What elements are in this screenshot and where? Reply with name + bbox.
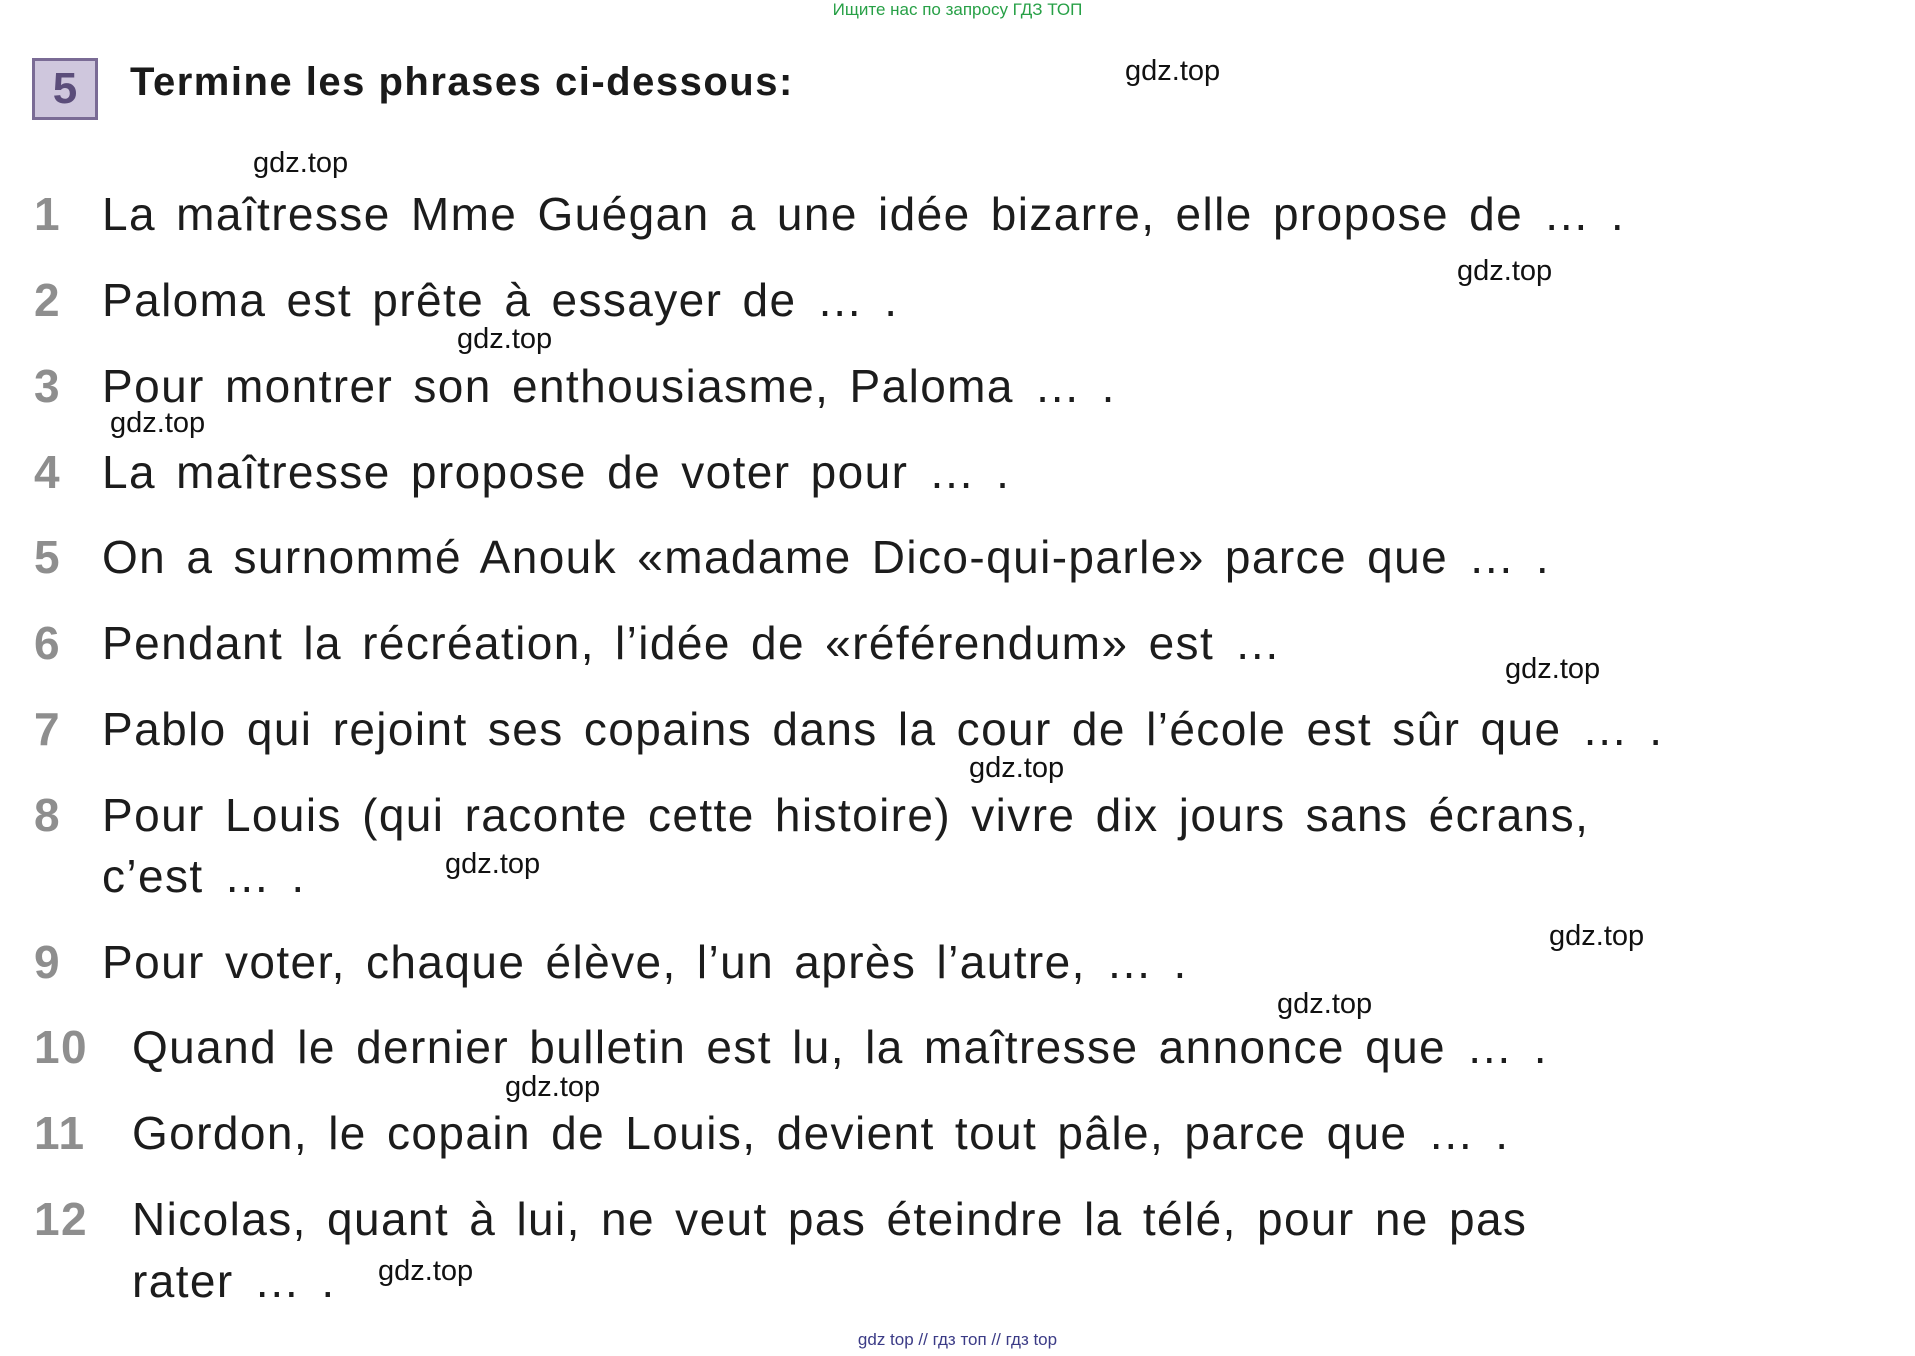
watermark: gdz.top [1549, 920, 1645, 952]
item-text: Pour Louis (qui raconte cette histoire) vivre dix jours sans écrans, [102, 789, 1590, 841]
item-text: La maîtresse Mme Guégan a une idée bizarre, elle propose de … . [102, 188, 1626, 240]
list-item [34, 931, 1188, 993]
item-text: On a surnommé Anouk «madame Dico-qui-parle» parce que … . [102, 531, 1551, 583]
item-number: 8 [34, 789, 61, 841]
list-item [34, 269, 898, 331]
item-number: 4 [34, 446, 61, 498]
watermark: gdz.top [1125, 55, 1221, 87]
watermark: gdz.top [378, 1255, 474, 1287]
item-text: Pour montrer son enthousiasme, Paloma … . [102, 360, 1116, 412]
bottom-banner: gdz top // гдз топ // гдз top [857, 1330, 1058, 1349]
item-text: Pour voter, chaque élève, l’un après l’autre, … . [102, 936, 1188, 988]
item-number: 10 [34, 1021, 88, 1073]
list-item [34, 1016, 1548, 1078]
item-text: Nicolas, quant à lui, ne veut pas éteindre la télé, pour ne pas [132, 1193, 1528, 1245]
item-number: 1 [34, 188, 61, 240]
item-number: 11 [34, 1107, 86, 1159]
watermark: gdz.top [253, 147, 349, 179]
item-text-continuation: rater … . [132, 1255, 336, 1307]
item-number: 7 [34, 703, 61, 755]
list-item [34, 441, 1010, 503]
watermark: gdz.top [457, 323, 553, 355]
watermark: gdz.top [1505, 653, 1601, 685]
item-text-continuation: c’est … . [102, 850, 306, 902]
watermark: gdz.top [505, 1071, 601, 1103]
top-banner: Ищите нас по запросу ГДЗ ТОП [832, 0, 1083, 19]
watermark: gdz.top [445, 848, 541, 880]
item-text: La maîtresse propose de voter pour … . [102, 446, 1011, 498]
exercise-number-badge: 5 [32, 58, 98, 120]
item-number: 6 [34, 617, 61, 669]
item-text: Gordon, le copain de Louis, devient tout pâle, parce que … . [132, 1107, 1510, 1159]
list-item [34, 698, 1663, 760]
watermark: gdz.top [1457, 255, 1553, 287]
watermark: gdz.top [110, 407, 206, 439]
list-item [34, 612, 1282, 674]
exercise-title: Termine les phrases ci-dessous: [130, 60, 794, 104]
list-item [34, 784, 1589, 846]
item-text: Pablo qui rejoint ses copains dans la cour de l’école est sûr que … . [102, 703, 1664, 755]
item-number: 3 [34, 360, 61, 412]
item-number: 2 [34, 274, 61, 326]
item-text: Paloma est prête à essayer de … . [102, 274, 899, 326]
list-item [34, 1102, 1509, 1164]
list-item [34, 1188, 1527, 1250]
item-number: 5 [34, 531, 61, 583]
watermark: gdz.top [969, 752, 1065, 784]
watermark: gdz.top [1277, 988, 1373, 1020]
item-number: 12 [34, 1193, 88, 1245]
list-item [34, 183, 1625, 245]
list-item [34, 526, 1550, 588]
item-number: 9 [34, 936, 61, 988]
item-text: Quand le dernier bulletin est lu, la maîtresse annonce que … . [132, 1021, 1548, 1073]
item-text: Pendant la récréation, l’idée de «référendum» est … [102, 617, 1282, 669]
